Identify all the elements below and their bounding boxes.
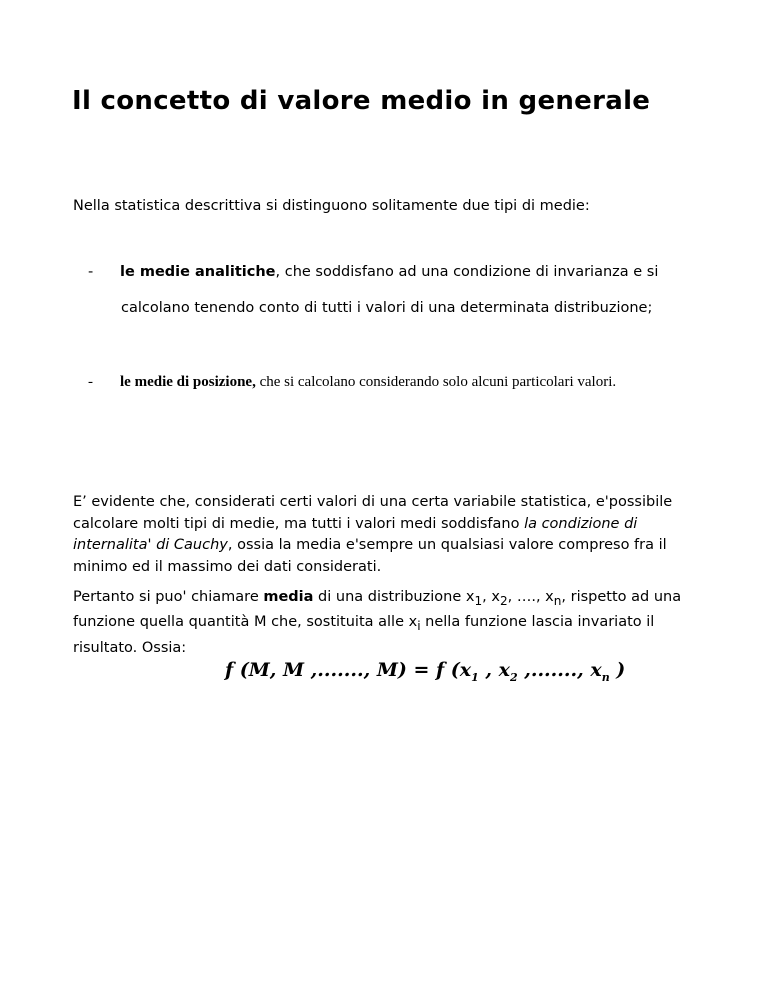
paragraph-definition (73, 587, 693, 659)
subscript: 2 (499, 593, 508, 608)
paragraph-line: , …., x (507, 589, 554, 605)
formula-part: ) (609, 659, 626, 681)
formula-subscript: 2 (509, 670, 518, 684)
paragraph-line: calcolare molti tipi di medie, ma tutti i valori medi soddisfano (73, 515, 525, 532)
list-item-text: che si calcolano considerando solo alcuni particolari valori. (255, 374, 617, 390)
formula-part: f (M, M ,......., M) = f (x (225, 659, 472, 681)
intro-text: Nella statistica descrittiva si distinguono solitamente due tipi di medie: (73, 198, 590, 214)
list-item-text: , che soddisfano ad una condizione di invarianza e si (275, 264, 659, 280)
emphasis-text: la condizione di (524, 515, 638, 532)
list-item-analytic-means (88, 264, 658, 280)
formula-part: ,......., x (517, 659, 602, 681)
list-item-continuation: calcolano tenendo conto di tutti i valori di una determinata distribuzione; (121, 300, 653, 316)
subscript: i (417, 619, 421, 634)
subscript: 1 (474, 593, 483, 608)
paragraph-line: , ossia la media e'sempre un qualsiasi valore compreso fra il (227, 537, 667, 553)
list-item-position-means (88, 374, 616, 391)
mean-formula (225, 659, 625, 684)
subscript: n (553, 593, 562, 608)
paragraph-line: Pertanto si puo' chiamare (73, 589, 264, 605)
term-media: media (263, 589, 314, 605)
formula-subscript: n (601, 670, 610, 684)
bullet-dash: - (88, 264, 94, 280)
formula-subscript: 1 (471, 670, 479, 684)
paragraph-line: , x (482, 589, 500, 605)
document-title: Il concetto di valore medio in generale (72, 86, 651, 116)
bullet-dash: - (88, 374, 93, 390)
formula-part: , x (478, 659, 510, 681)
paragraph-line: minimo ed il massimo dei dati considerati. (73, 558, 382, 575)
paragraph-line: funzione quella quantità M che, sostituita alle x (73, 614, 418, 631)
term-analytic-means: le medie analitiche (120, 264, 276, 280)
emphasis-text: internalita' di Cauchy (73, 537, 228, 553)
paragraph-line: nella funzione lascia invariato il (420, 614, 655, 631)
paragraph-line: , rispetto ad una (561, 589, 682, 605)
paragraph-line: E’ evidente che, considerati certi valori di una certa variabile statistica, e'possibile (73, 494, 673, 510)
paragraph-line: risultato. Ossia: (73, 639, 187, 656)
paragraph-line: di una distribuzione x (313, 589, 475, 605)
paragraph-cauchy (73, 492, 693, 578)
term-position-means: le medie di posizione, (120, 374, 256, 390)
